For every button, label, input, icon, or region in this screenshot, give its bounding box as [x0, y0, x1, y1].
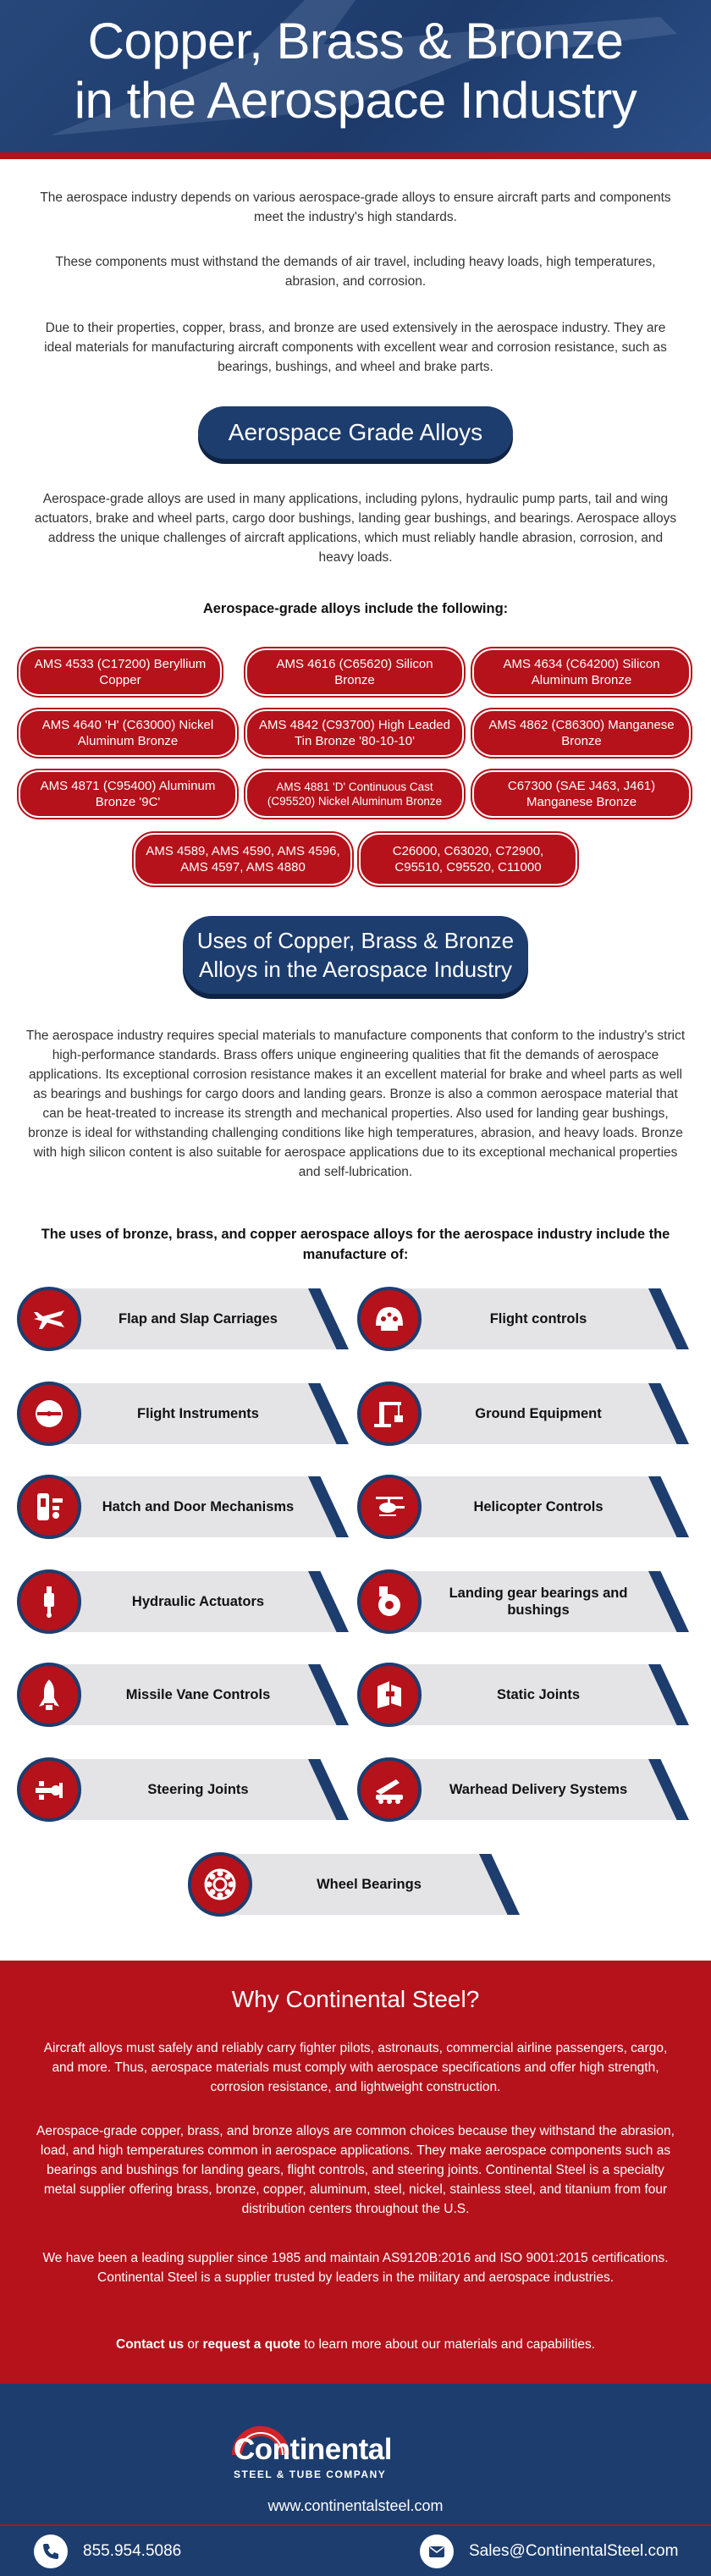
intro-paragraph-2: These components must withstand the demands of air travel, including heavy loads, high temperatures, abrasion, and corrosion.	[55, 255, 656, 289]
why-paragraph-3: We have been a leading supplier since 1985 and maintain AS9120B:2016 and ISO 9001:2015 certifications. Continental Steel is a supplier trusted by leaders in the military and aerospace industries.	[42, 2251, 669, 2285]
why-paragraph-1: Aircraft alloys must safely and reliably carry fighter pilots, astronauts, commercial airline passengers, cargo, and more. Thus, aerospace materials must comply with aerospace specifications and offer high strength, corrosion resistance, and lightweight construction.	[43, 2041, 668, 2094]
alloy-item: AMS 4881 'D' Continuous Cast (C95520) Nickel Aluminum Bronze	[245, 770, 464, 818]
alloy-item: AMS 4871 (C95400) Aluminum Bronze '9C'	[19, 770, 237, 818]
use-item	[357, 1664, 696, 1725]
static-joint-icon	[357, 1663, 422, 1727]
missile-icon	[17, 1663, 81, 1727]
uses-heading	[183, 916, 528, 994]
use-label: Wheel Bearings	[317, 1877, 422, 1892]
alloy-item: AMS 4640 'H' (C63000) Nickel Aluminum Bronze	[19, 709, 237, 757]
alloy-item: C67300 (SAE J463, J461) Manganese Bronze	[472, 770, 691, 818]
use-label: Ground Equipment	[475, 1406, 602, 1421]
steering-joint-icon	[17, 1757, 81, 1822]
why-section	[0, 1961, 711, 2384]
use-label: Warhead Delivery Systems	[449, 1782, 628, 1797]
alloy-item: AMS 4634 (C64200) Silicon Aluminum Bronze	[472, 648, 691, 696]
use-item	[17, 1476, 356, 1537]
alloy-item: AMS 4616 (C65620) Silicon Bronze	[245, 648, 464, 696]
use-item	[17, 1571, 356, 1632]
door-mechanism-icon	[17, 1475, 81, 1539]
website-link[interactable]: www.continentalsteel.com	[267, 2497, 444, 2514]
logo-subtitle: STEEL & TUBE COMPANY	[234, 2468, 387, 2480]
grades-description: Aerospace-grade alloys are used in many applications, including pylons, hydraulic pump parts, tail and wing actuators, brake and wheel parts, cargo door bushings, landing gear bushings, and bearings. Aerospace alloys address the unique challenges of aircraft applications, which must reliably handle abrasion, corrosion, and heavy loads.	[34, 492, 677, 565]
phone-icon	[34, 2535, 68, 2568]
use-label: Landing gear bearings and bushings	[449, 1586, 628, 1618]
title-line-2: in the Aerospace Industry	[74, 72, 637, 129]
alloy-item: AMS 4842 (C93700) High Leaded Tin Bronze '80-10-10'	[245, 709, 464, 757]
why-heading: Why Continental Steel?	[231, 1986, 480, 2012]
use-label: Flight controls	[489, 1311, 587, 1327]
email-contact[interactable]	[420, 2535, 678, 2568]
alloy-item: C26000, C63020, C72900, C95510, C95520, C11000	[359, 833, 577, 885]
logo-name: Continental	[234, 2433, 392, 2466]
uses-description: The aerospace industry requires special materials to manufacture components that conform to the industry's strict high-performance standards. Brass offers unique engineering qualities that fit the demands of aerospace applications. Its exceptional corrosion resistance makes it an excellent material for brake and wheel parts as well as bearings and bushings for cargo doors and landing gears. Bronze is also a common aerospace material that can be heat-treated to increase its strength and mechanical properties. Also used for landing gear bushings, bronze is ideal for withstanding challenging conditions like high temperatures, abrasion, and heavy loads. Bronze with high silicon content is also suitable for aerospace applications due to its exceptional mechanical properties and self-lubrication.	[25, 1029, 686, 1179]
alloy-item: AMS 4533 (C17200) Beryllium Copper	[19, 648, 222, 696]
helicopter-icon	[357, 1475, 422, 1539]
landing-gear-icon	[357, 1569, 422, 1634]
phone-contact[interactable]	[34, 2535, 181, 2568]
use-label: Flap and Slap Carriages	[118, 1311, 278, 1327]
uses-subheading: The uses of bronze, brass, and copper aerospace alloys for the aerospace industry include the manufacture of:	[41, 1227, 670, 1262]
use-label: Steering Joints	[147, 1782, 249, 1797]
airplane-icon	[17, 1287, 81, 1351]
grades-heading: Aerospace Grade Alloys	[198, 406, 513, 459]
cta-rest: to learn more about our materials and capabilities.	[300, 2337, 595, 2352]
use-item	[357, 1476, 696, 1537]
phone-number: 855.954.5086	[83, 2542, 182, 2560]
use-item	[357, 1383, 696, 1444]
use-item	[357, 1759, 696, 1820]
why-paragraph-2: Aerospace-grade copper, brass, and bronze alloys are common choices because they withstand the abrasion, load, and high temperatures common in aerospace applications. They make aerospace components such as bearings and bushings for landing gears, flight controls, and steering joints. Continental Steel is a specialty metal supplier offering brass, bronze, copper, aluminum, steel, nickel, stainless steel, and titanium from four distribution centers throughout the U.S.	[36, 2124, 675, 2216]
uses-heading-line-2: Alloys in the Aerospace Industry	[199, 957, 512, 982]
alloy-item: AMS 4589, AMS 4590, AMS 4596, AMS 4597, AMS 4880	[134, 833, 352, 885]
instrument-gauge-icon	[17, 1382, 81, 1446]
alloy-item: AMS 4862 (C86300) Manganese Bronze	[472, 709, 691, 757]
use-item	[17, 1664, 356, 1725]
footer	[0, 2384, 711, 2576]
header-banner	[0, 0, 711, 159]
request-quote-link[interactable]: request a quote	[202, 2337, 300, 2352]
use-label: Helicopter Controls	[473, 1499, 604, 1514]
use-item	[17, 1759, 356, 1820]
intro-paragraph-3: Due to their properties, copper, brass, and bronze are used extensively in the aerospace industry. They are ideal materials for manufacturing aircraft components with excellent wear and corrosion resistance, such as bearings, bushings, and wheel and brake parts.	[44, 321, 667, 374]
use-label: Hatch and Door Mechanisms	[102, 1499, 295, 1514]
hydraulic-actuator-icon	[17, 1569, 81, 1634]
use-label: Static Joints	[496, 1687, 581, 1702]
title-line-1: Copper, Brass & Bronze	[87, 13, 624, 69]
page-title	[0, 12, 711, 130]
wheel-bearing-icon	[188, 1852, 252, 1917]
intro-paragraph-1: The aerospace industry depends on various aerospace-grade alloys to ensure aircraft parts and components meet the industry's high standards.	[40, 190, 671, 224]
grades-subheading: Aerospace-grade alloys include the following:	[202, 601, 509, 616]
use-label: Hydraulic Actuators	[131, 1594, 265, 1609]
mail-icon	[420, 2535, 454, 2568]
ground-equipment-icon	[357, 1382, 422, 1446]
use-label: Flight Instruments	[137, 1406, 259, 1421]
use-item	[357, 1288, 696, 1349]
uses-heading-line-1: Uses of Copper, Brass & Bronze	[196, 928, 515, 953]
why-cta	[34, 2335, 677, 2354]
use-item	[17, 1383, 356, 1444]
contact-us-link[interactable]: Contact us	[116, 2337, 185, 2352]
cta-or: or	[184, 2337, 203, 2352]
email-address: Sales@ContinentalSteel.com	[469, 2542, 679, 2560]
use-item	[357, 1571, 696, 1632]
use-item	[17, 1288, 356, 1349]
use-item	[188, 1854, 526, 1915]
warhead-delivery-icon	[357, 1757, 422, 1822]
flight-control-icon	[357, 1287, 422, 1351]
footer-divider	[0, 2524, 711, 2526]
use-label: Missile Vane Controls	[125, 1687, 271, 1702]
